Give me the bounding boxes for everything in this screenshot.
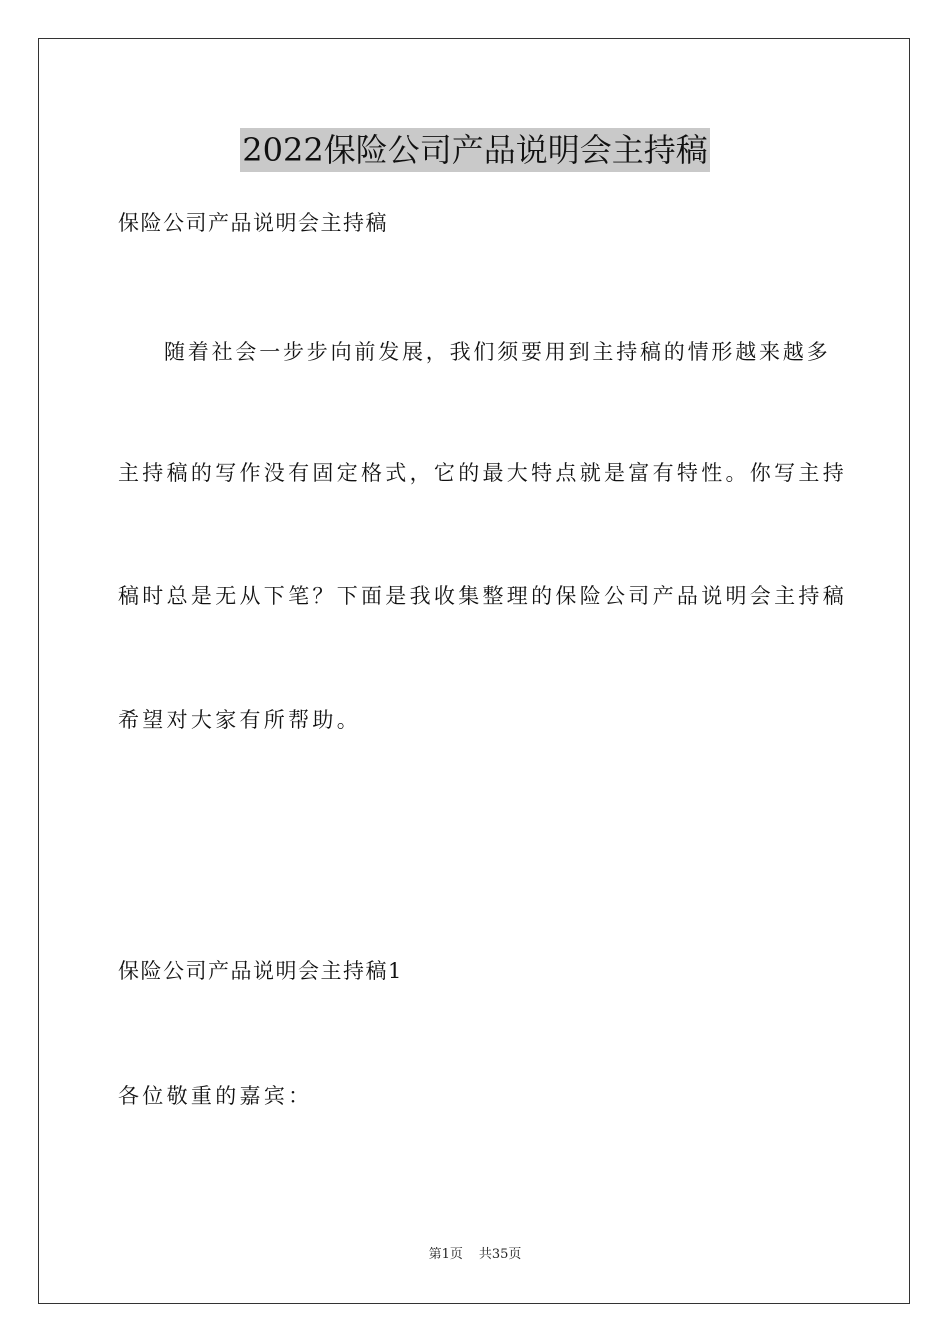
subtitle-line: 保险公司产品说明会主持稿 [118, 211, 388, 235]
page-footer [0, 1246, 950, 1264]
greeting-line: 各位敬重的嘉宾： [118, 1084, 313, 1108]
paragraph-line-4: 希望对大家有所帮助。 [118, 708, 361, 732]
paragraph-line-1: 随着社会一步步向前发展，我们须要用到主持稿的情形越来越多 [164, 340, 831, 364]
page-number-current: 第1页 [428, 1247, 463, 1262]
title-container [0, 128, 950, 172]
document-title: 2022保险公司产品说明会主持稿 [240, 128, 709, 172]
paragraph-line-3: 稿时总是无从下笔？下面是我收集整理的保险公司产品说明会主持稿 [118, 584, 847, 608]
section-heading: 保险公司产品说明会主持稿1 [118, 959, 403, 983]
paragraph-line-2: 主持稿的写作没有固定格式，它的最大特点就是富有特性。你写主持 [118, 461, 847, 485]
page-number-total: 共35页 [478, 1247, 522, 1262]
